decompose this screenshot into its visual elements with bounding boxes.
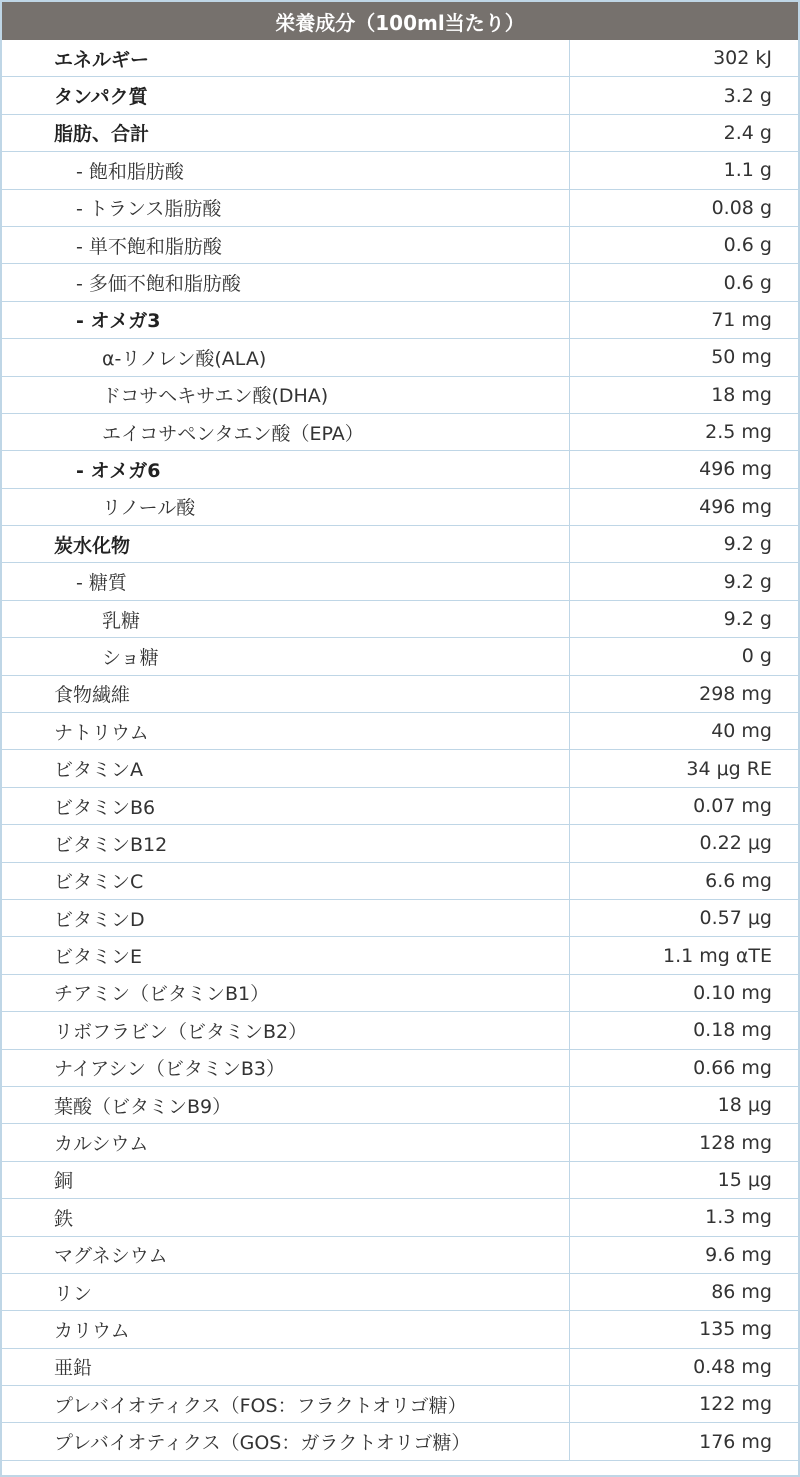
nutrient-value: 86 mg: [569, 1273, 798, 1310]
nutrient-name: α-リノレン酸(ALA): [2, 339, 569, 376]
nutrient-name: カリウム: [2, 1311, 569, 1348]
nutrient-value: 1.1 g: [569, 152, 798, 189]
nutrient-value: 0.57 μg: [569, 899, 798, 936]
nutrient-value: 0.10 mg: [569, 974, 798, 1011]
table-row: [2, 451, 798, 488]
table-row: [2, 974, 798, 1011]
nutrient-value: 496 mg: [569, 488, 798, 525]
nutrient-value: 9.2 g: [569, 563, 798, 600]
nutrient-value: 3.2 g: [569, 77, 798, 114]
nutrient-name: 葉酸（ビタミンB9）: [2, 1086, 569, 1123]
nutrient-name: - オメガ6: [2, 451, 569, 488]
nutrient-value: 18 μg: [569, 1086, 798, 1123]
nutrient-name: ビタミンC: [2, 862, 569, 899]
table-row: [2, 713, 798, 750]
table-row: [2, 1386, 798, 1423]
nutrient-name: エイコサペンタエン酸（EPA）: [2, 413, 569, 450]
nutrient-name: リボフラビン（ビタミンB2）: [2, 1012, 569, 1049]
nutrient-name: - 単不飽和脂肪酸: [2, 226, 569, 263]
nutrient-value: 0.22 μg: [569, 825, 798, 862]
table-row: [2, 1273, 798, 1310]
table-row: [2, 1124, 798, 1161]
nutrient-name: 脂肪、合計: [2, 114, 569, 151]
table-row: [2, 1161, 798, 1198]
table-row: [2, 1086, 798, 1123]
nutrient-value: 9.2 g: [569, 600, 798, 637]
table-row: [2, 1049, 798, 1086]
nutrient-name: - 糖質: [2, 563, 569, 600]
nutrient-name: カルシウム: [2, 1124, 569, 1161]
table-row: [2, 1199, 798, 1236]
nutrient-name: ビタミンB12: [2, 825, 569, 862]
table-row: [2, 114, 798, 151]
nutrient-value: 0.07 mg: [569, 787, 798, 824]
nutrient-name: リノール酸: [2, 488, 569, 525]
table-title: 栄養成分（100ml当たり）: [2, 2, 798, 40]
table-row: [2, 339, 798, 376]
nutrient-value: 0 g: [569, 638, 798, 675]
nutrient-value: 496 mg: [569, 451, 798, 488]
nutrient-value: 302 kJ: [569, 40, 798, 77]
nutrient-value: 0.18 mg: [569, 1012, 798, 1049]
nutrient-name: - 多価不飽和脂肪酸: [2, 264, 569, 301]
nutrient-name: マグネシウム: [2, 1236, 569, 1273]
table-row: [2, 675, 798, 712]
nutrient-value: 176 mg: [569, 1423, 798, 1460]
table-row: [2, 189, 798, 226]
nutrient-value: 50 mg: [569, 339, 798, 376]
nutrient-value: 0.6 g: [569, 226, 798, 263]
table-row: [2, 1348, 798, 1385]
nutrient-value: 18 mg: [569, 376, 798, 413]
nutrient-name: ビタミンA: [2, 750, 569, 787]
nutrient-name: - オメガ3: [2, 301, 569, 338]
nutrient-value: 9.6 mg: [569, 1236, 798, 1273]
table-row: [2, 600, 798, 637]
table-row: [2, 1012, 798, 1049]
nutrient-name: 食物繊維: [2, 675, 569, 712]
table-row: [2, 376, 798, 413]
table-row: [2, 77, 798, 114]
nutrient-name: プレバイオティクス（FOS：フラクトオリゴ糖）: [2, 1386, 569, 1423]
table-row: [2, 862, 798, 899]
nutrient-name: ビタミンD: [2, 899, 569, 936]
nutrient-value: 71 mg: [569, 301, 798, 338]
nutrient-name: 銅: [2, 1161, 569, 1198]
nutrient-name: 鉄: [2, 1199, 569, 1236]
nutrition-table: [2, 40, 798, 1461]
nutrition-rows: [2, 40, 798, 1460]
table-row: [2, 899, 798, 936]
nutrient-value: 122 mg: [569, 1386, 798, 1423]
nutrient-name: 乳糖: [2, 600, 569, 637]
table-row: [2, 750, 798, 787]
nutrient-value: 0.66 mg: [569, 1049, 798, 1086]
table-row: [2, 264, 798, 301]
nutrient-value: 0.08 g: [569, 189, 798, 226]
nutrient-name: 炭水化物: [2, 526, 569, 563]
nutrient-name: ビタミンB6: [2, 787, 569, 824]
nutrient-value: 0.48 mg: [569, 1348, 798, 1385]
nutrient-name: 亜鉛: [2, 1348, 569, 1385]
nutrient-value: 0.6 g: [569, 264, 798, 301]
nutrient-value: 9.2 g: [569, 526, 798, 563]
table-row: [2, 413, 798, 450]
nutrient-name: チアミン（ビタミンB1）: [2, 974, 569, 1011]
table-row: [2, 1311, 798, 1348]
nutrient-name: - トランス脂肪酸: [2, 189, 569, 226]
nutrient-value: 128 mg: [569, 1124, 798, 1161]
table-row: [2, 226, 798, 263]
table-row: [2, 152, 798, 189]
nutrient-value: 298 mg: [569, 675, 798, 712]
nutrient-name: ドコサヘキサエン酸(DHA): [2, 376, 569, 413]
nutrient-value: 6.6 mg: [569, 862, 798, 899]
nutrient-value: 1.3 mg: [569, 1199, 798, 1236]
nutrient-value: 1.1 mg αTE: [569, 937, 798, 974]
nutrient-value: 34 μg RE: [569, 750, 798, 787]
table-row: [2, 787, 798, 824]
nutrient-name: ナトリウム: [2, 713, 569, 750]
nutrient-name: ショ糖: [2, 638, 569, 675]
nutrient-name: プレバイオティクス（GOS：ガラクトオリゴ糖）: [2, 1423, 569, 1460]
nutrient-name: リン: [2, 1273, 569, 1310]
nutrient-value: 2.5 mg: [569, 413, 798, 450]
table-row: [2, 488, 798, 525]
table-row: [2, 40, 798, 77]
table-row: [2, 301, 798, 338]
nutrient-name: タンパク質: [2, 77, 569, 114]
table-row: [2, 638, 798, 675]
nutrient-value: 135 mg: [569, 1311, 798, 1348]
nutrient-name: エネルギー: [2, 40, 569, 77]
table-row: [2, 1423, 798, 1460]
table-row: [2, 526, 798, 563]
table-row: [2, 563, 798, 600]
table-row: [2, 1236, 798, 1273]
nutrient-value: 40 mg: [569, 713, 798, 750]
nutrient-name: ナイアシン（ビタミンB3）: [2, 1049, 569, 1086]
nutrient-value: 2.4 g: [569, 114, 798, 151]
nutrient-value: 15 μg: [569, 1161, 798, 1198]
table-row: [2, 825, 798, 862]
nutrient-name: - 飽和脂肪酸: [2, 152, 569, 189]
nutrient-name: ビタミンE: [2, 937, 569, 974]
table-row: [2, 937, 798, 974]
